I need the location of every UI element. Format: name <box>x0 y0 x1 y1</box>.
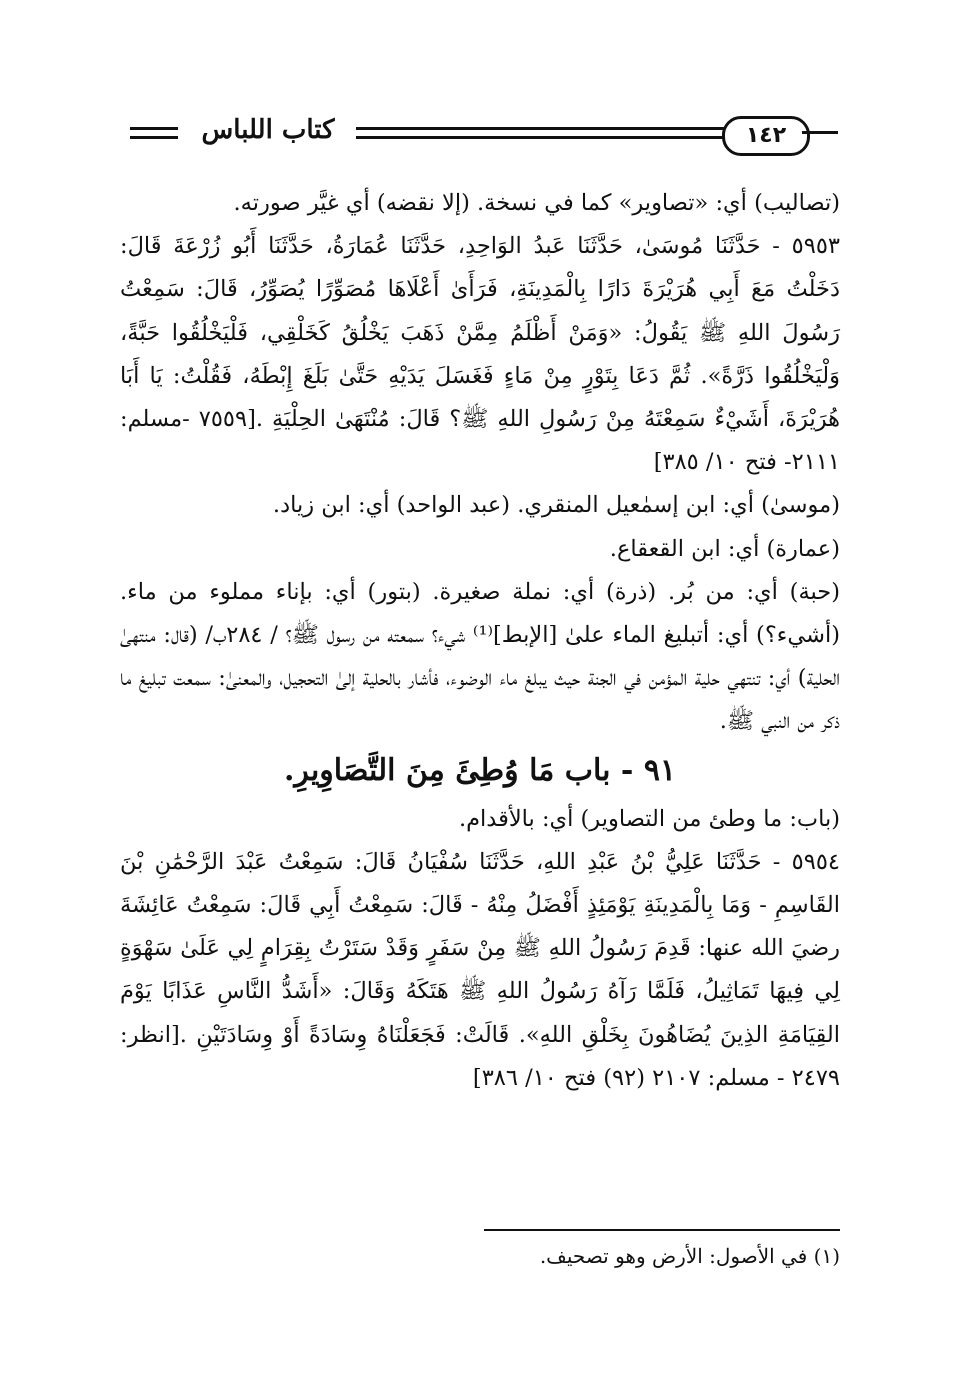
header-rule <box>356 127 726 130</box>
page-body <box>120 182 840 1100</box>
commentary-paragraph: (حبة) أي: من بُر. (ذرة) أي: نملة صغيرة. (بتور) أي: بإناء مملوء من ماء. (أشيء؟) أي: أتبليغ الماء علىٰ [الإبط]⁽¹⁾ شيء؟ سمعته من رسول ﷺ؟ / ٢٨٤ب/ (قال: منتهىٰ الحلية) أي: تنتهي حلية المؤمن في الجنة حيث يبلغ ماء الوضوء، فأشار بالحلية إلىٰ التحجيل، والمعنىٰ: سمعت تبليغ ما ذكر من النبي ﷺ. <box>120 578 840 735</box>
commentary-paragraph: (باب: ما وطئ من التصاوير) أي: بالأقدام. <box>458 805 840 832</box>
header-rule <box>130 136 178 139</box>
page-header <box>118 112 840 160</box>
header-rule <box>356 136 726 139</box>
commentary-paragraph: (تصاليب) أي: «تصاوير» كما في نسخة. (إلا نقضه) أي غيَّر صورته. <box>233 190 840 216</box>
header-rule <box>130 127 178 130</box>
hadith-5953: ٥٩٥٣ - حَدَّثَنَا مُوسَىٰ، حَدَّثَنَا عَبدُ الوَاحِدِ، حَدَّثَنَا عُمَارَةُ، حَدَّثَنَا أَبُو زُرْعَةَ قَالَ: دَخَلْتُ مَعَ أَبِي هُرَيْرَةَ دَارًا بِالْمَدِينَةِ، فَرَأَىٰ أَعْلَاهَا مُصَوِّرًا يُصَوِّرُ، قَالَ: سَمِعْتُ رَسُولَ اللهِ ﷺ يَقُولُ: «وَمَنْ أَظْلَمُ مِمَّنْ ذَهَبَ يَخْلُقُ كَخَلْقِي، فَلْيَخْلُقُوا حَبَّةً، وَلْيَخْلُقُوا ذَرَّةً». ثُمَّ دَعَا بِتَوْرٍ مِنْ مَاءٍ فَغَسَلَ يَدَيْهِ حَتَّىٰ بَلَغَ إِبْطَهُ، فَقُلْتُ: يَا أَبَا هُرَيْرَةَ، أَشَيْءٌ سَمِعْتَهُ مِنْ رَسُولِ اللهِ ﷺ؟ قَالَ: مُنْتَهَىٰ الحِلْيَةِ .[٧٥٥٩ -مسلم: ٢١١١- فتح ١٠/ ٣٨٥] <box>120 233 840 476</box>
commentary-paragraph: (عمارة) أي: ابن القعقاع. <box>609 535 840 562</box>
chapter-title: كتاب اللباس <box>201 115 335 145</box>
commentary-paragraph: (موسىٰ) أي: ابن إسمٰعيل المنقري. (عبد الواحد) أي: ابن زياد. <box>272 492 840 519</box>
hadith-5954: ٥٩٥٤ - حَدَّثَنَا عَلِيُّ بْنُ عَبْدِ اللهِ، حَدَّثَنَا سُفْيَانُ قَالَ: سَمِعْتُ عَبْدَ الرَّحْمَٰنِ بْنَ القَاسِمِ - وَمَا بِالْمَدِينَةِ يَوْمَئِذٍ أَفْضَلُ مِنْهُ - قَالَ: سَمِعْتُ أَبِي قَالَ: سَمِعْتُ عَائِشَةَ رضيَ الله عنها: قَدِمَ رَسُولُ اللهِ ﷺ مِنْ سَفَرٍ وَقَدْ سَتَرْتُ بِقِرَامٍ لِي عَلَىٰ سَهْوَةٍ لِي فِيهَا تَمَاثِيلُ، فَلَمَّا رَآهُ رَسُولُ اللهِ ﷺ هَتَكَهُ وَقَالَ: «أَشَدُّ النَّاسِ عَذَابًا يَوْمَ القِيَامَةِ الذِينَ يُضَاهُونَ بِخَلْقِ اللهِ». قَالَتْ: فَجَعَلْنَاهُ وِسَادَةً أَوْ وِسَادَتَيْنِ .[انظر: ٢٤٧٩ - مسلم: ٢١٠٧ (٩٢) فتح ١٠/ ٣٨٦] <box>120 848 840 1091</box>
page-number: ١٤٢ <box>722 116 810 156</box>
header-rule <box>802 131 838 134</box>
chapter-heading: ٩١ - باب مَا وُطِئَ مِنَ التَّصَاوِيرِ. <box>283 752 677 788</box>
footnote: (١) في الأصول: الأرض وهو تصحيف. <box>539 1244 840 1268</box>
footnote-divider <box>484 1229 840 1231</box>
